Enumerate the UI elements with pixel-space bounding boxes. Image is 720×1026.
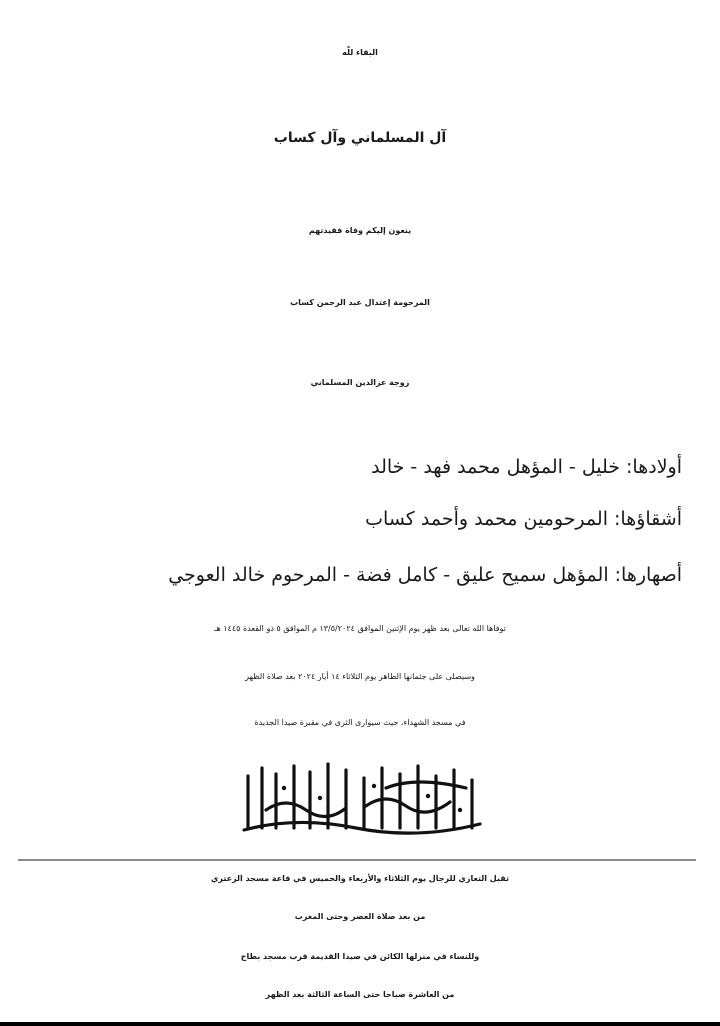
burial-line: في مسجد الشهداء، حيث سيوارى الثرى في مقبرة صيدا الجديدة bbox=[254, 718, 466, 727]
men-condolences-time: من بعد صلاة العصر وحتى المغرب bbox=[294, 912, 426, 921]
women-condolences-time: من العاشرة صباحا حتى الساعة الثالثة بعد الظهر bbox=[265, 990, 455, 999]
in-laws-line: أصهارها: المؤهل سميح عليق - كامل فضة - المرحوم خالد العوجي bbox=[168, 564, 682, 586]
women-condolences-line: وللنساء في منزلها الكائن في صيدا القديمة قرب مسجد بطاح bbox=[240, 952, 480, 961]
spouse-line: زوجة عزالدين المسلماني bbox=[310, 378, 410, 387]
deceased-name: المرحومة إعتدال عبد الرحمن كساب bbox=[290, 298, 430, 307]
bottom-border bbox=[0, 1022, 720, 1026]
opening-phrase: البقاء للّه bbox=[342, 48, 378, 57]
announcement-line: ينعون إليكم وفاة فقيدتهم bbox=[308, 226, 412, 235]
men-condolences-line: تقبل التعازي للرجال يوم الثلاثاء والأربعاء والخميس في قاعة مسجد الزعتري bbox=[211, 874, 509, 883]
funeral-prayer-line: وسيصلى على جثمانها الطاهر يوم الثلاثاء ١٤ أيار ٢٠٢٤ بعد صلاة الظهر bbox=[245, 672, 475, 681]
families-title: آل المسلماني وآل كساب bbox=[273, 130, 447, 146]
death-date-line: توفاها الله تعالى بعد ظهر يوم الإثنين الموافق ١٣/٥/٢٠٢٤ م الموافق ٥ ذو القعدة ١٤٤٥ هـ bbox=[214, 624, 506, 633]
children-line: أولادها: خليل - المؤهل محمد فهد - خالد bbox=[371, 456, 682, 478]
siblings-line: أشقاؤها: المرحومين محمد وأحمد كساب bbox=[365, 508, 682, 530]
calligraphy-logo bbox=[236, 758, 486, 838]
section-divider bbox=[18, 859, 696, 861]
